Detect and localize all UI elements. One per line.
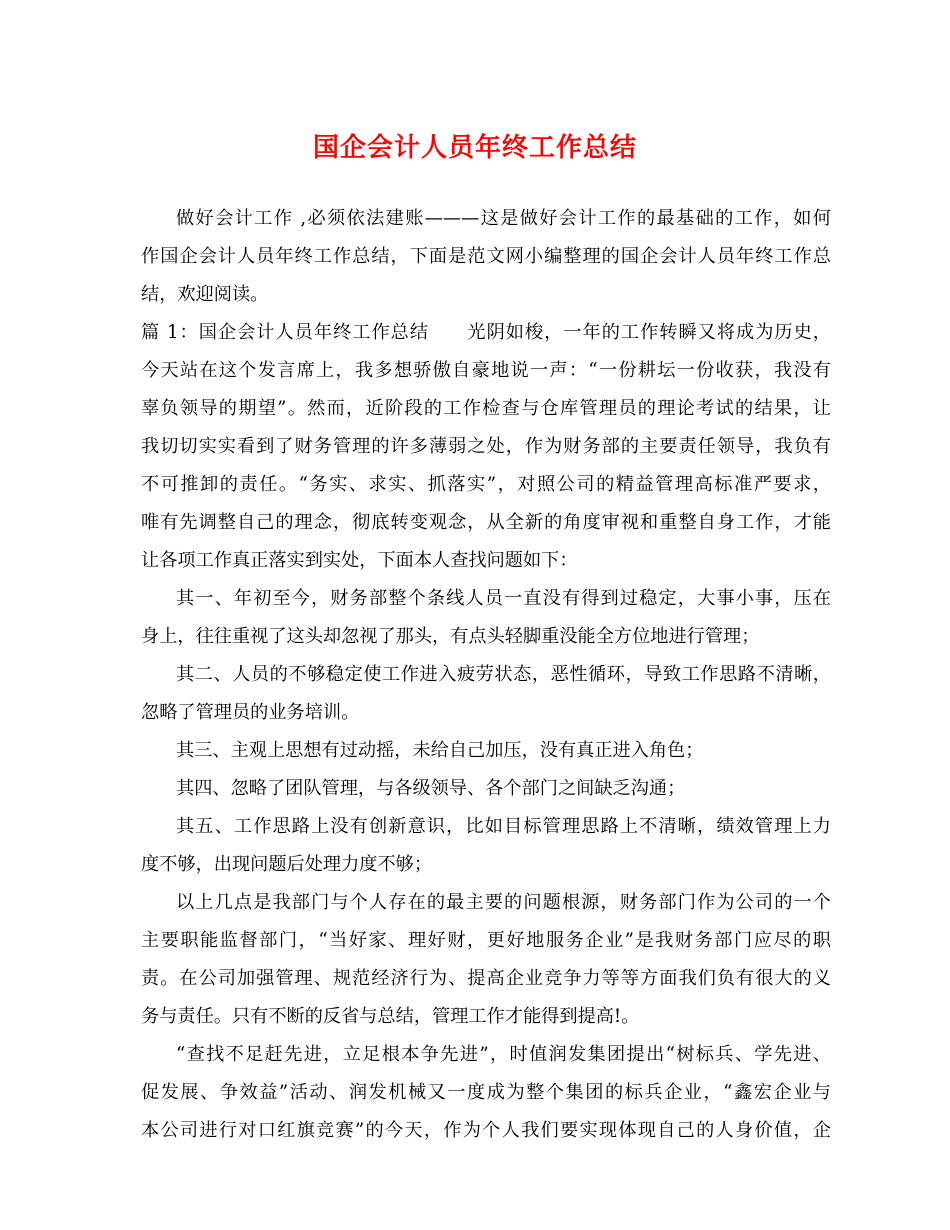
paragraph-line: 度不够，出现问题后处理力度不够； (141, 854, 433, 875)
paragraph-line: 其三、主观上思想有过动摇，未给自己加压，没有真正进入角色； (176, 740, 704, 761)
paragraph-line: 主要职能监督部门，“当好家、理好财，更好地服务企业”是我财务部门应尽的职 (141, 930, 831, 951)
paragraph-line: 不可推卸的责任。“务实、求实、抓落实”，对照公司的精益管理高标准严要求， (141, 474, 831, 495)
paragraph-line: 做好会计工作 ,必须依法建账———这是做好会计工作的最基础的工作，如何 (176, 208, 831, 229)
paragraph-line: 今天站在这个发言席上，我多想骄傲自豪地说一声：“一份耕坛一份收获，我没有 (141, 360, 831, 381)
paragraph-line: “查找不足赶先进，立足根本争先进”，时值润发集团提出“树标兵、学先进、 (176, 1044, 831, 1065)
paragraph-line: 我切切实实看到了财务管理的许多薄弱之处，作为财务部的主要责任领导，我负有 (141, 436, 831, 457)
paragraph-line: 唯有先调整自己的理念，彻底转变观念，从全新的角度审视和重整自身工作，才能 (141, 512, 831, 533)
paragraph-line: 以上几点是我部门与个人存在的最主要的问题根源，财务部门作为公司的一个 (176, 892, 831, 913)
paragraph-line: 结，欢迎阅读。 (141, 284, 269, 305)
paragraph-line: 作国企会计人员年终工作总结，下面是范文网小编整理的国企会计人员年终工作总 (141, 246, 831, 267)
paragraph-line: 忽略了管理员的业务培训。 (141, 702, 360, 723)
paragraph-line: 其四、忽略了团队管理，与各级领导、各个部门之间缺乏沟通； (176, 778, 686, 799)
paragraph-line: 篇 1：国企会计人员年终工作总结 光阴如梭，一年的工作转瞬又将成为历史， (141, 322, 831, 343)
paragraph-line: 责。在公司加强管理、规范经济行为、提高企业竞争力等等方面我们负有很大的义 (141, 968, 831, 989)
document-title: 国企会计人员年终工作总结 (312, 133, 637, 163)
paragraph-line: 身上，往往重视了这头却忽视了那头，有点头轻脚重没能全方位地进行管理； (141, 626, 760, 647)
paragraph-line: 本公司进行对口红旗竞赛”的今天，作为个人我们要实现体现自己的人身价值，企 (141, 1120, 831, 1141)
paragraph-line: 其一、年初至今，财务部整个条线人员一直没有得到过稳定，大事小事，压在 (176, 588, 831, 609)
paragraph-line: 其二、人员的不够稳定使工作进入疲劳状态，恶性循环，导致工作思路不清晰， (176, 664, 831, 685)
paragraph-line: 让各项工作真正落实到实处，下面本人查找问题如下： (141, 550, 578, 571)
paragraph-line: 促发展、争效益”活动、润发机械又一度成为整个集团的标兵企业，“鑫宏企业与 (141, 1082, 831, 1103)
paragraph-line: 其五、工作思路上没有创新意识，比如目标管理思路上不清晰，绩效管理上力 (176, 816, 831, 837)
paragraph-line: 务与责任。只有不断的反省与总结，管理工作才能得到提高!。 (141, 1006, 640, 1027)
paragraph-line: 辜负领导的期望”。然而，近阶段的工作检查与仓库管理员的理论考试的结果，让 (141, 398, 831, 419)
